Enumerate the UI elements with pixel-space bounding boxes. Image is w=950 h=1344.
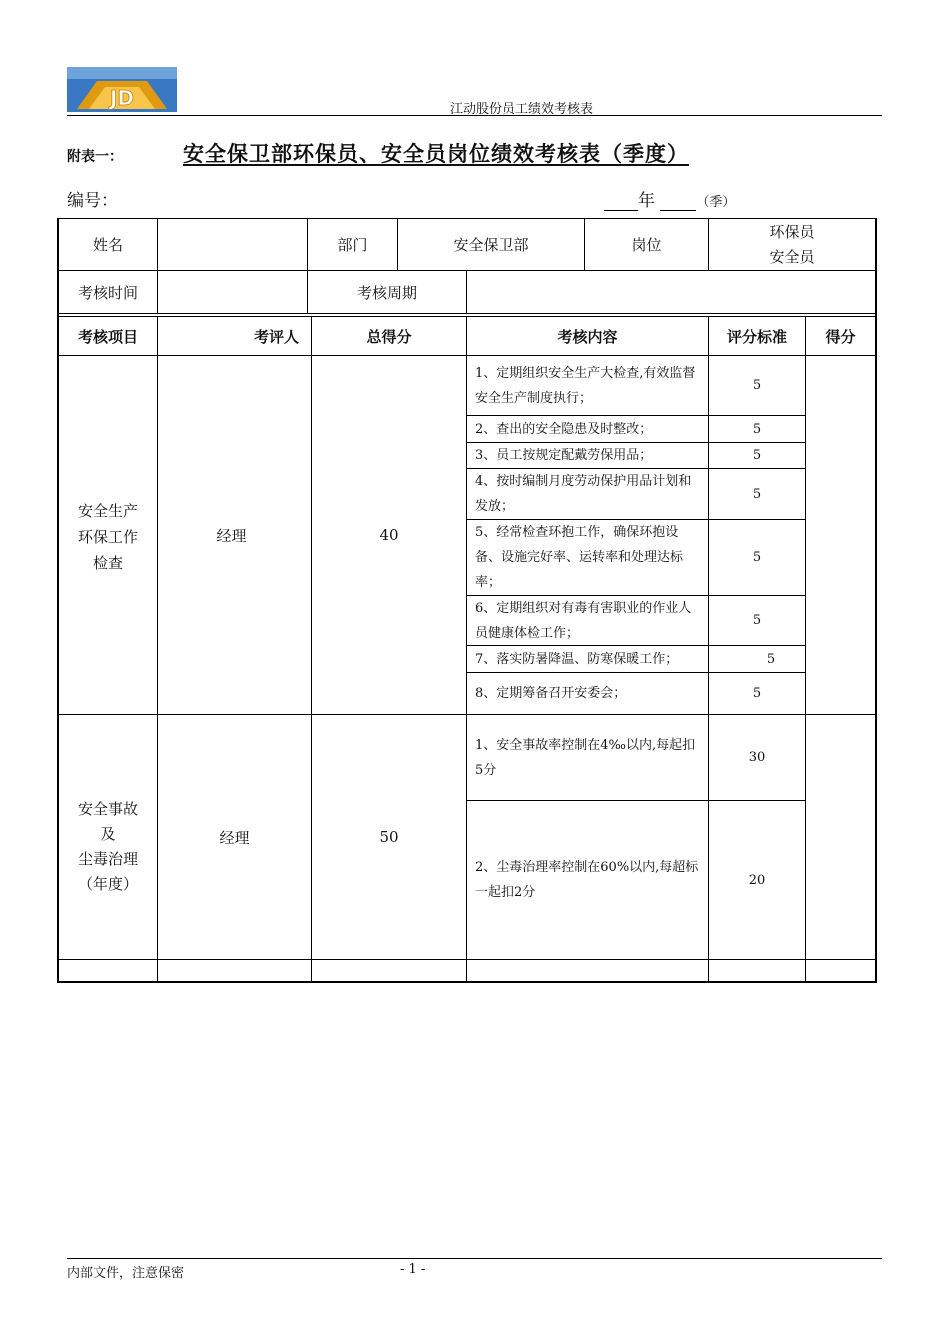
item-content: 7、落实防暑降温、防寒保暖工作；: [475, 651, 679, 667]
serial-label: 编号：: [67, 191, 118, 211]
cycle-label: 考核周期: [356, 283, 417, 302]
dept-label: 部门: [337, 236, 368, 254]
time-input[interactable]: [158, 271, 307, 313]
item-standard: 5: [766, 651, 776, 667]
cycle-input[interactable]: [467, 271, 875, 313]
item-content: 1、安全事故率控制在4‰以内,每起扣5分: [475, 737, 696, 778]
name-input[interactable]: [158, 219, 307, 270]
header-title: 江动股份员工绩效考核表: [450, 102, 594, 117]
year-blank[interactable]: [604, 192, 638, 211]
item-content: 3、员工按规定配戴劳保用品；: [475, 448, 653, 463]
empty-cell[interactable]: [467, 960, 708, 981]
col-score: 得分: [825, 327, 856, 346]
col-assessor: 考评人: [253, 327, 299, 346]
year-label: 年: [638, 191, 655, 211]
item-content: 8、定期筹备召开安委会；: [475, 686, 627, 701]
col-content: 考核内容: [557, 327, 618, 346]
item-standard: 30: [748, 750, 766, 765]
item-content: 2、尘毒治理率控制在60%以内,每超标一起扣2分: [475, 860, 699, 900]
item-content: 4、按时编制月度劳动保护用品计划和发放；: [475, 474, 692, 514]
group-2-project: [59, 715, 157, 959]
item-standard: 5: [752, 613, 762, 628]
group-1-score-input[interactable]: [806, 356, 875, 714]
col-total: 总得分: [366, 327, 412, 346]
item-standard: 20: [748, 872, 766, 888]
col-project: 考核项目: [77, 327, 138, 346]
position-value-1: 环保员: [769, 222, 815, 241]
item-standard: 5: [752, 448, 762, 463]
quarter-label: （季）: [696, 195, 736, 210]
item-content: 1、定期组织安全生产大检查,有效监督安全生产制度执行；: [475, 365, 696, 406]
page-title: 安全保卫部环保员、安全员岗位绩效考核表（季度）: [183, 141, 689, 166]
time-label: 考核时间: [77, 283, 138, 302]
item-standard: 5: [752, 486, 762, 502]
group-2-score-input[interactable]: [806, 715, 875, 959]
quarter-blank[interactable]: [660, 192, 696, 211]
footer-divider: [67, 1258, 882, 1259]
group-2-project-line: 安全事故: [77, 800, 138, 818]
empty-cell[interactable]: [158, 960, 311, 981]
name-label: 姓名: [92, 236, 123, 254]
empty-cell[interactable]: [312, 960, 466, 981]
empty-cell[interactable]: [806, 960, 875, 981]
group-2-project-line: （年度）: [77, 875, 138, 893]
group-1-project-line: 检查: [92, 554, 123, 572]
group-2-project-line: 及: [100, 825, 116, 843]
item-standard: 5: [752, 378, 762, 393]
col-standard: 评分标准: [726, 327, 787, 346]
company-logo: [67, 67, 177, 112]
logo-text: JD: [109, 86, 135, 110]
item-standard: 5: [752, 686, 762, 701]
item-standard: 5: [752, 421, 762, 437]
page-number: - 1 -: [400, 1262, 426, 1277]
group-2-total: 50: [379, 828, 399, 846]
group-1-total: 40: [379, 526, 399, 544]
period-field: [604, 186, 735, 211]
confidential-note: 内部文件，注意保密: [67, 1266, 185, 1281]
group-1-project-line: 环保工作: [77, 528, 138, 546]
group-1-project: [59, 356, 157, 714]
item-content: 6、定期组织对有毒有害职业的作业人员健康体检工作；: [475, 600, 692, 641]
group-2-project-line: 尘毒治理: [77, 850, 138, 868]
group-1-assessor: 经理: [216, 526, 247, 545]
empty-cell[interactable]: [709, 960, 805, 981]
group-1-project-line: 安全生产: [77, 502, 138, 520]
empty-cell[interactable]: [59, 960, 157, 981]
item-standard: 5: [752, 550, 762, 565]
position-value: [709, 219, 875, 270]
group-2-assessor: 经理: [219, 828, 250, 847]
dept-value: 安全保卫部: [453, 236, 529, 254]
annex-label: 附表一：: [67, 149, 123, 165]
header-divider: [67, 115, 882, 116]
position-value-2: 安全员: [769, 247, 815, 266]
position-label: 岗位: [631, 236, 662, 254]
item-content: 5、经常检查环抱工作，确保环抱设备、设施完好率、运转率和处理达标率；: [475, 525, 684, 590]
item-content: 2、查出的安全隐患及时整改；: [475, 421, 653, 437]
